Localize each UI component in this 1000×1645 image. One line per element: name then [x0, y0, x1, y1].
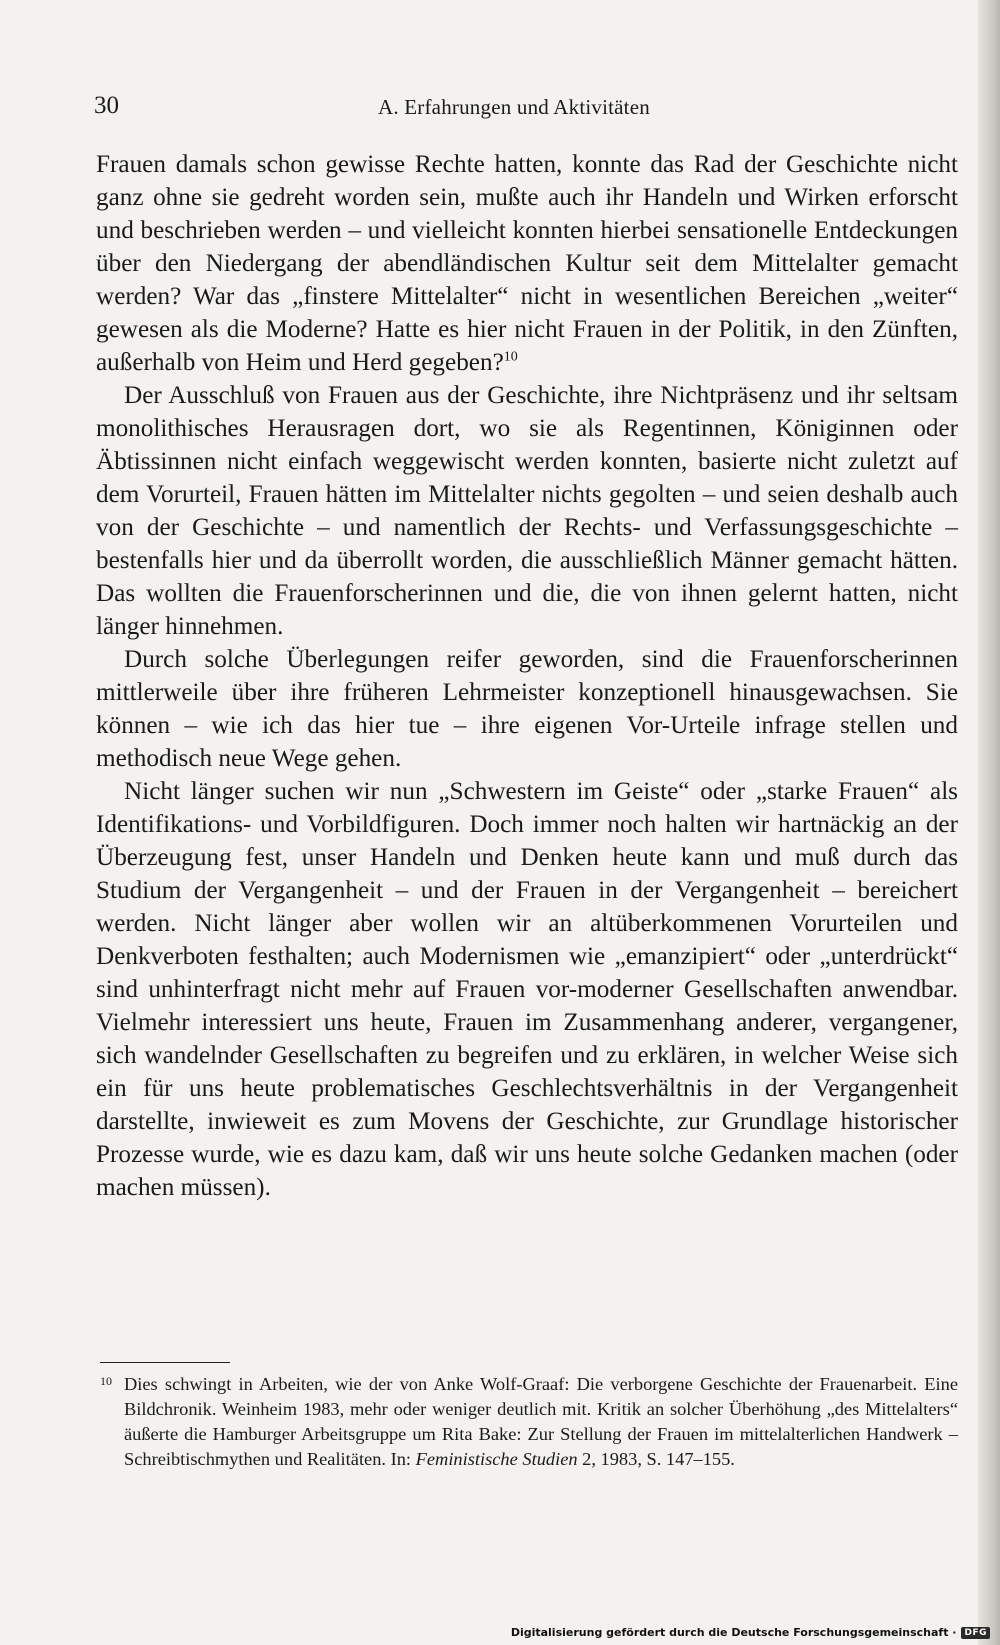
page-header: [94, 92, 964, 126]
digitization-credit-text: Digitalisierung gefördert durch die Deutsche Forschungsgemeinschaft ·: [510, 1626, 957, 1639]
footnote-text-end: 2, 1983, S. 147–155.: [577, 1449, 735, 1469]
footnotes: [100, 1372, 958, 1472]
page-number: 30: [94, 92, 119, 119]
footnote-ref-10[interactable]: 10: [503, 349, 518, 365]
paragraph-3: Durch solche Überlegungen reifer geworden, sind die Frauenforscherinnen mittlerweile über ihre früheren Lehrmeister konzeptionell hinausgewachsen. Sie können – wie ich das hier tue – ihre eigenen Vor-Urteile infrage stellen und methodisch neue Wege gehen.: [96, 646, 958, 772]
main-text: [96, 148, 958, 1204]
footnote-10: [100, 1372, 958, 1472]
page-edge-shadow: [978, 0, 1000, 1645]
footnote-text: Dies schwingt in Arbeiten, wie der von Anke Wolf-Graaf: Die verborgene Geschichte der Frauenarbeit. Eine Bildchronik. Weinheim 1983, mehr oder weniger deutlich mit. Kritik an solcher Überhöhung „des Mittelalters“ äußerte die Hamburger Arbeitsgruppe um Rita Bake: Zur Stellung der Frauen im mittelalterlichen Handwerk – Schreibtischmythen und Realitäten. In:: [124, 1374, 958, 1469]
dfg-logo: DFG: [961, 1627, 990, 1639]
footnote-journal-title: Feministische Studien: [415, 1449, 578, 1469]
paragraph-2: Der Ausschluß von Frauen aus der Geschichte, ihre Nichtpräsenz und ihr seltsam monolithisches Herausragen dort, wo sie als Regentinnen, Königinnen oder Äbtissinnen nicht einfach weggewischt werden konnten, basierte nicht zuletzt auf dem Vorurteil, Frauen hätten im Mittelalter nichts gegolten – und seien deshalb auch von der Geschichte – und namentlich der Rechts- und Verfassungsgeschichte – bestenfalls hier und da überrollt worden, die ausschließlich Männer gemacht hätten. Das wollten die Frauenforscherinnen und die, die von ihnen gelernt hatten, nicht länger hinnehmen.: [96, 382, 958, 640]
running-head: A. Erfahrungen und Aktivitäten: [378, 95, 650, 119]
paragraph-1: [96, 148, 958, 379]
footnote-divider: [100, 1362, 230, 1363]
paragraph-1-text: Frauen damals schon gewisse Rechte hatten, konnte das Rad der Geschichte nicht ganz ohne sie gedreht worden sein, mußte auch ihr Handeln und Wirken erforscht und beschrieben werden – und vielleicht konnten hierbei sensationelle Entdeckungen über den Niedergang der abendländischen Kultur seit dem Mittelalter gemacht werden? War das „finstere Mittelalter“ nicht in wesentlichen Bereichen „weiter“ gewesen als die Moderne? Hatte es hier nicht Frauen in der Politik, in den Zünften, außerhalb von Heim und Herd gegeben?: [96, 151, 958, 376]
footnote-mark: 10: [100, 1374, 112, 1388]
digitization-credit: [511, 1626, 990, 1639]
paragraph-4: Nicht länger suchen wir nun „Schwestern im Geiste“ oder „starke Frauen“ als Identifikations- und Vorbildfiguren. Doch immer noch halten wir hartnäckig an der Überzeugung fest, unser Handeln und Denken heute kann und muß durch das Studium der Vergangenheit – und der Frauen in der Vergangenheit – bereichert werden. Nicht länger aber wollen wir an altüberkommenen Vorurteilen und Denkverboten festhalten; auch Modernismen wie „emanzipiert“ oder „unterdrückt“ sind unhinterfragt nicht mehr auf Frauen vor-moderner Gesellschaften anwendbar. Vielmehr interessiert uns heute, Frauen im Zusammenhang anderer, vergangener, sich wandelnder Gesellschaften zu begreifen und zu erklären, in welcher Weise sich ein für uns heute problematisches Geschlechtsverhältnis in der Vergangenheit darstellte, inwieweit es zum Movens der Geschichte, zur Grundlage historischer Prozesse wurde, wie es dazu kam, daß wir uns heute solche Gedanken machen (oder machen müssen).: [96, 778, 958, 1201]
